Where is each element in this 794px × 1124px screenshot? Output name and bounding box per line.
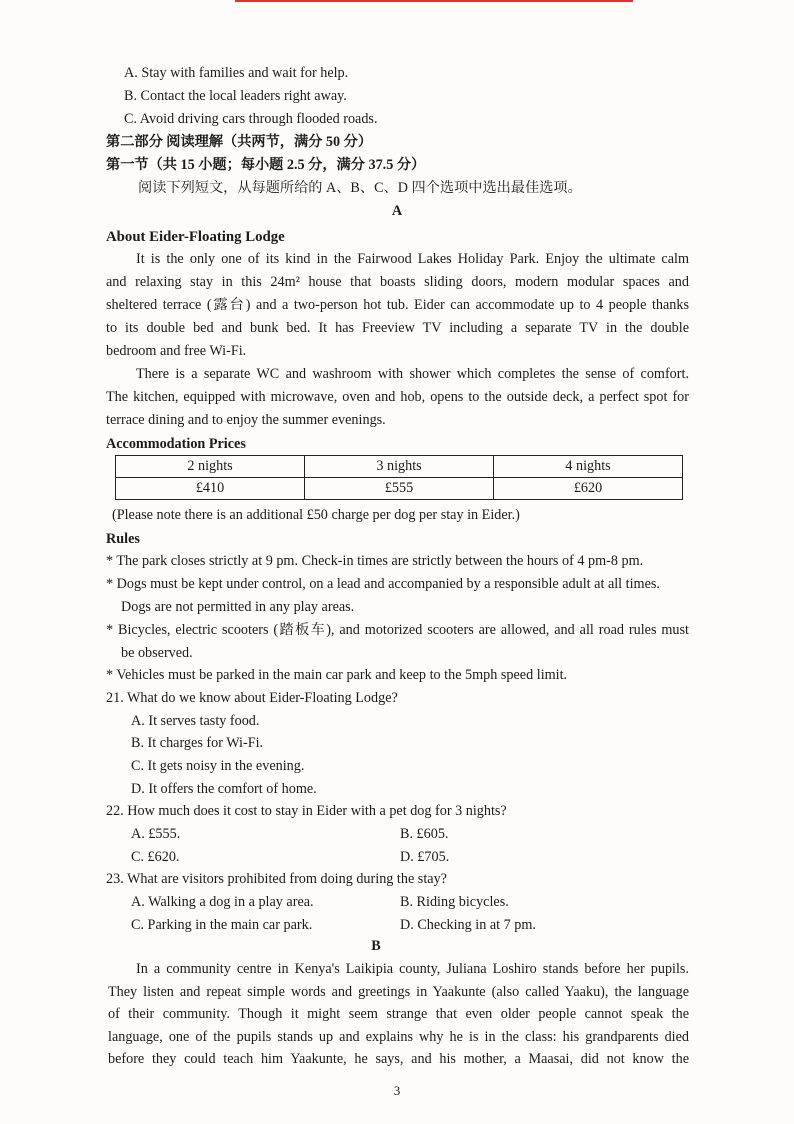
prev-option-c: C. Avoid driving cars through flooded roads. [124, 111, 378, 127]
passage-a-para2-line: The kitchen, equipped with microwave, oven and hob, opens to the outside deck, a perfect spot for [106, 389, 689, 405]
question-21-stem: 21. What do we know about Eider-Floating Lodge? [106, 690, 398, 706]
question-23-option: A. Walking a dog in a play area. [131, 894, 314, 910]
question-22-option: A. £555. [131, 826, 181, 842]
part2-title: 第二部分 阅读理解（共两节，满分 50 分） [106, 134, 373, 150]
question-23-stem: 23. What are visitors prohibited from doing during the stay? [106, 871, 447, 887]
prev-option-a: A. Stay with families and wait for help. [124, 65, 349, 81]
price-table-header-row [116, 456, 683, 478]
section1-title: 第一节（共 15 小题；每小题 2.5 分，满分 37.5 分） [106, 157, 426, 173]
instructions: 阅读下列短文，从每题所给的 A、B、C、D 四个选项中选出最佳选项。 [138, 180, 582, 196]
passage-a-para1-line: to its double bed and bunk bed. It has Freeview TV including a separate TV in the double [106, 320, 689, 336]
passage-a-para2-line: terrace dining and to enjoy the summer evenings. [106, 412, 386, 428]
rules-heading: Rules [106, 531, 140, 547]
question-21-option: B. It charges for Wi-Fi. [131, 735, 264, 751]
rule-line: be observed. [121, 645, 193, 661]
question-21-option: C. It gets noisy in the evening. [131, 758, 305, 774]
price-table-value-row [116, 478, 683, 500]
question-23-option: D. Checking in at 7 pm. [400, 917, 536, 933]
price-note: (Please note there is an additional £50 charge per dog per stay in Eider.) [112, 507, 520, 523]
question-23-option: B. Riding bicycles. [400, 894, 509, 910]
price-value-cell: £555 [305, 478, 494, 500]
passage-a-para2-line: There is a separate WC and washroom with shower which completes the sense of comfort. [136, 366, 689, 382]
passage-b-label: B [371, 938, 381, 954]
price-value-cell: £410 [116, 478, 305, 500]
passage-a-para1-line: bedroom and free Wi-Fi. [106, 343, 247, 359]
passage-a-para1-line: sheltered terrace (露台) and a two-person hot tub. Eider can accommodate up to 4 people thanks [106, 297, 689, 313]
price-table [115, 455, 683, 500]
price-header-cell: 3 nights [305, 456, 494, 478]
price-header-cell: 2 nights [116, 456, 305, 478]
question-22-option: D. £705. [400, 849, 450, 865]
rule-line: * Bicycles, electric scooters (踏板车), and motorized scooters are allowed, and all road rules must [106, 622, 689, 638]
passage-b-line: before they could teach him Yaakunte, he says, and his mother, a Maasai, did not know the [108, 1051, 689, 1067]
question-21-option: A. It serves tasty food. [131, 713, 260, 729]
passage-b-line: They listen and repeat simple words and greetings in Yaakunte (also called Yaaku), the language [108, 984, 689, 1000]
rule-line: Dogs are not permitted in any play areas. [121, 599, 355, 615]
price-value-cell: £620 [494, 478, 683, 500]
passage-b-line: language, one of the pupils stands up and explains why he is in the class: his grandparents died [108, 1029, 689, 1045]
question-21-option: D. It offers the comfort of home. [131, 781, 317, 797]
passage-a-para1-line: It is the only one of its kind in the Fairwood Lakes Holiday Park. Enjoy the ultimate calm [136, 251, 689, 267]
prev-option-b: B. Contact the local leaders right away. [124, 88, 347, 104]
question-22-option: C. £620. [131, 849, 180, 865]
passage-a-heading: About Eider-Floating Lodge [106, 229, 285, 245]
passage-b-line: In a community centre in Kenya's Laikipia county, Juliana Loshiro stands before her pupils. [136, 961, 689, 977]
top-border-stripe [235, 0, 633, 2]
prices-heading: Accommodation Prices [106, 436, 246, 452]
rule-line: * Dogs must be kept under control, on a lead and accompanied by a responsible adult at all times. [106, 576, 660, 592]
rule-line: * The park closes strictly at 9 pm. Check-in times are strictly between the hours of 4 pm-8 pm. [106, 553, 644, 569]
passage-a-para1-line: and relaxing stay in this 24m² house that boasts sliding doors, modern modular spaces and [106, 274, 689, 290]
page-number: 3 [393, 1083, 401, 1098]
question-22-stem: 22. How much does it cost to stay in Eider with a pet dog for 3 nights? [106, 803, 507, 819]
passage-b-line: of their community. Though it might seem strange that even older people cannot speak the [108, 1006, 689, 1022]
rule-line: * Vehicles must be parked in the main car park and keep to the 5mph speed limit. [106, 667, 568, 683]
passage-a-label: A [391, 203, 403, 219]
price-header-cell: 4 nights [494, 456, 683, 478]
question-23-option: C. Parking in the main car park. [131, 917, 313, 933]
question-22-option: B. £605. [400, 826, 449, 842]
